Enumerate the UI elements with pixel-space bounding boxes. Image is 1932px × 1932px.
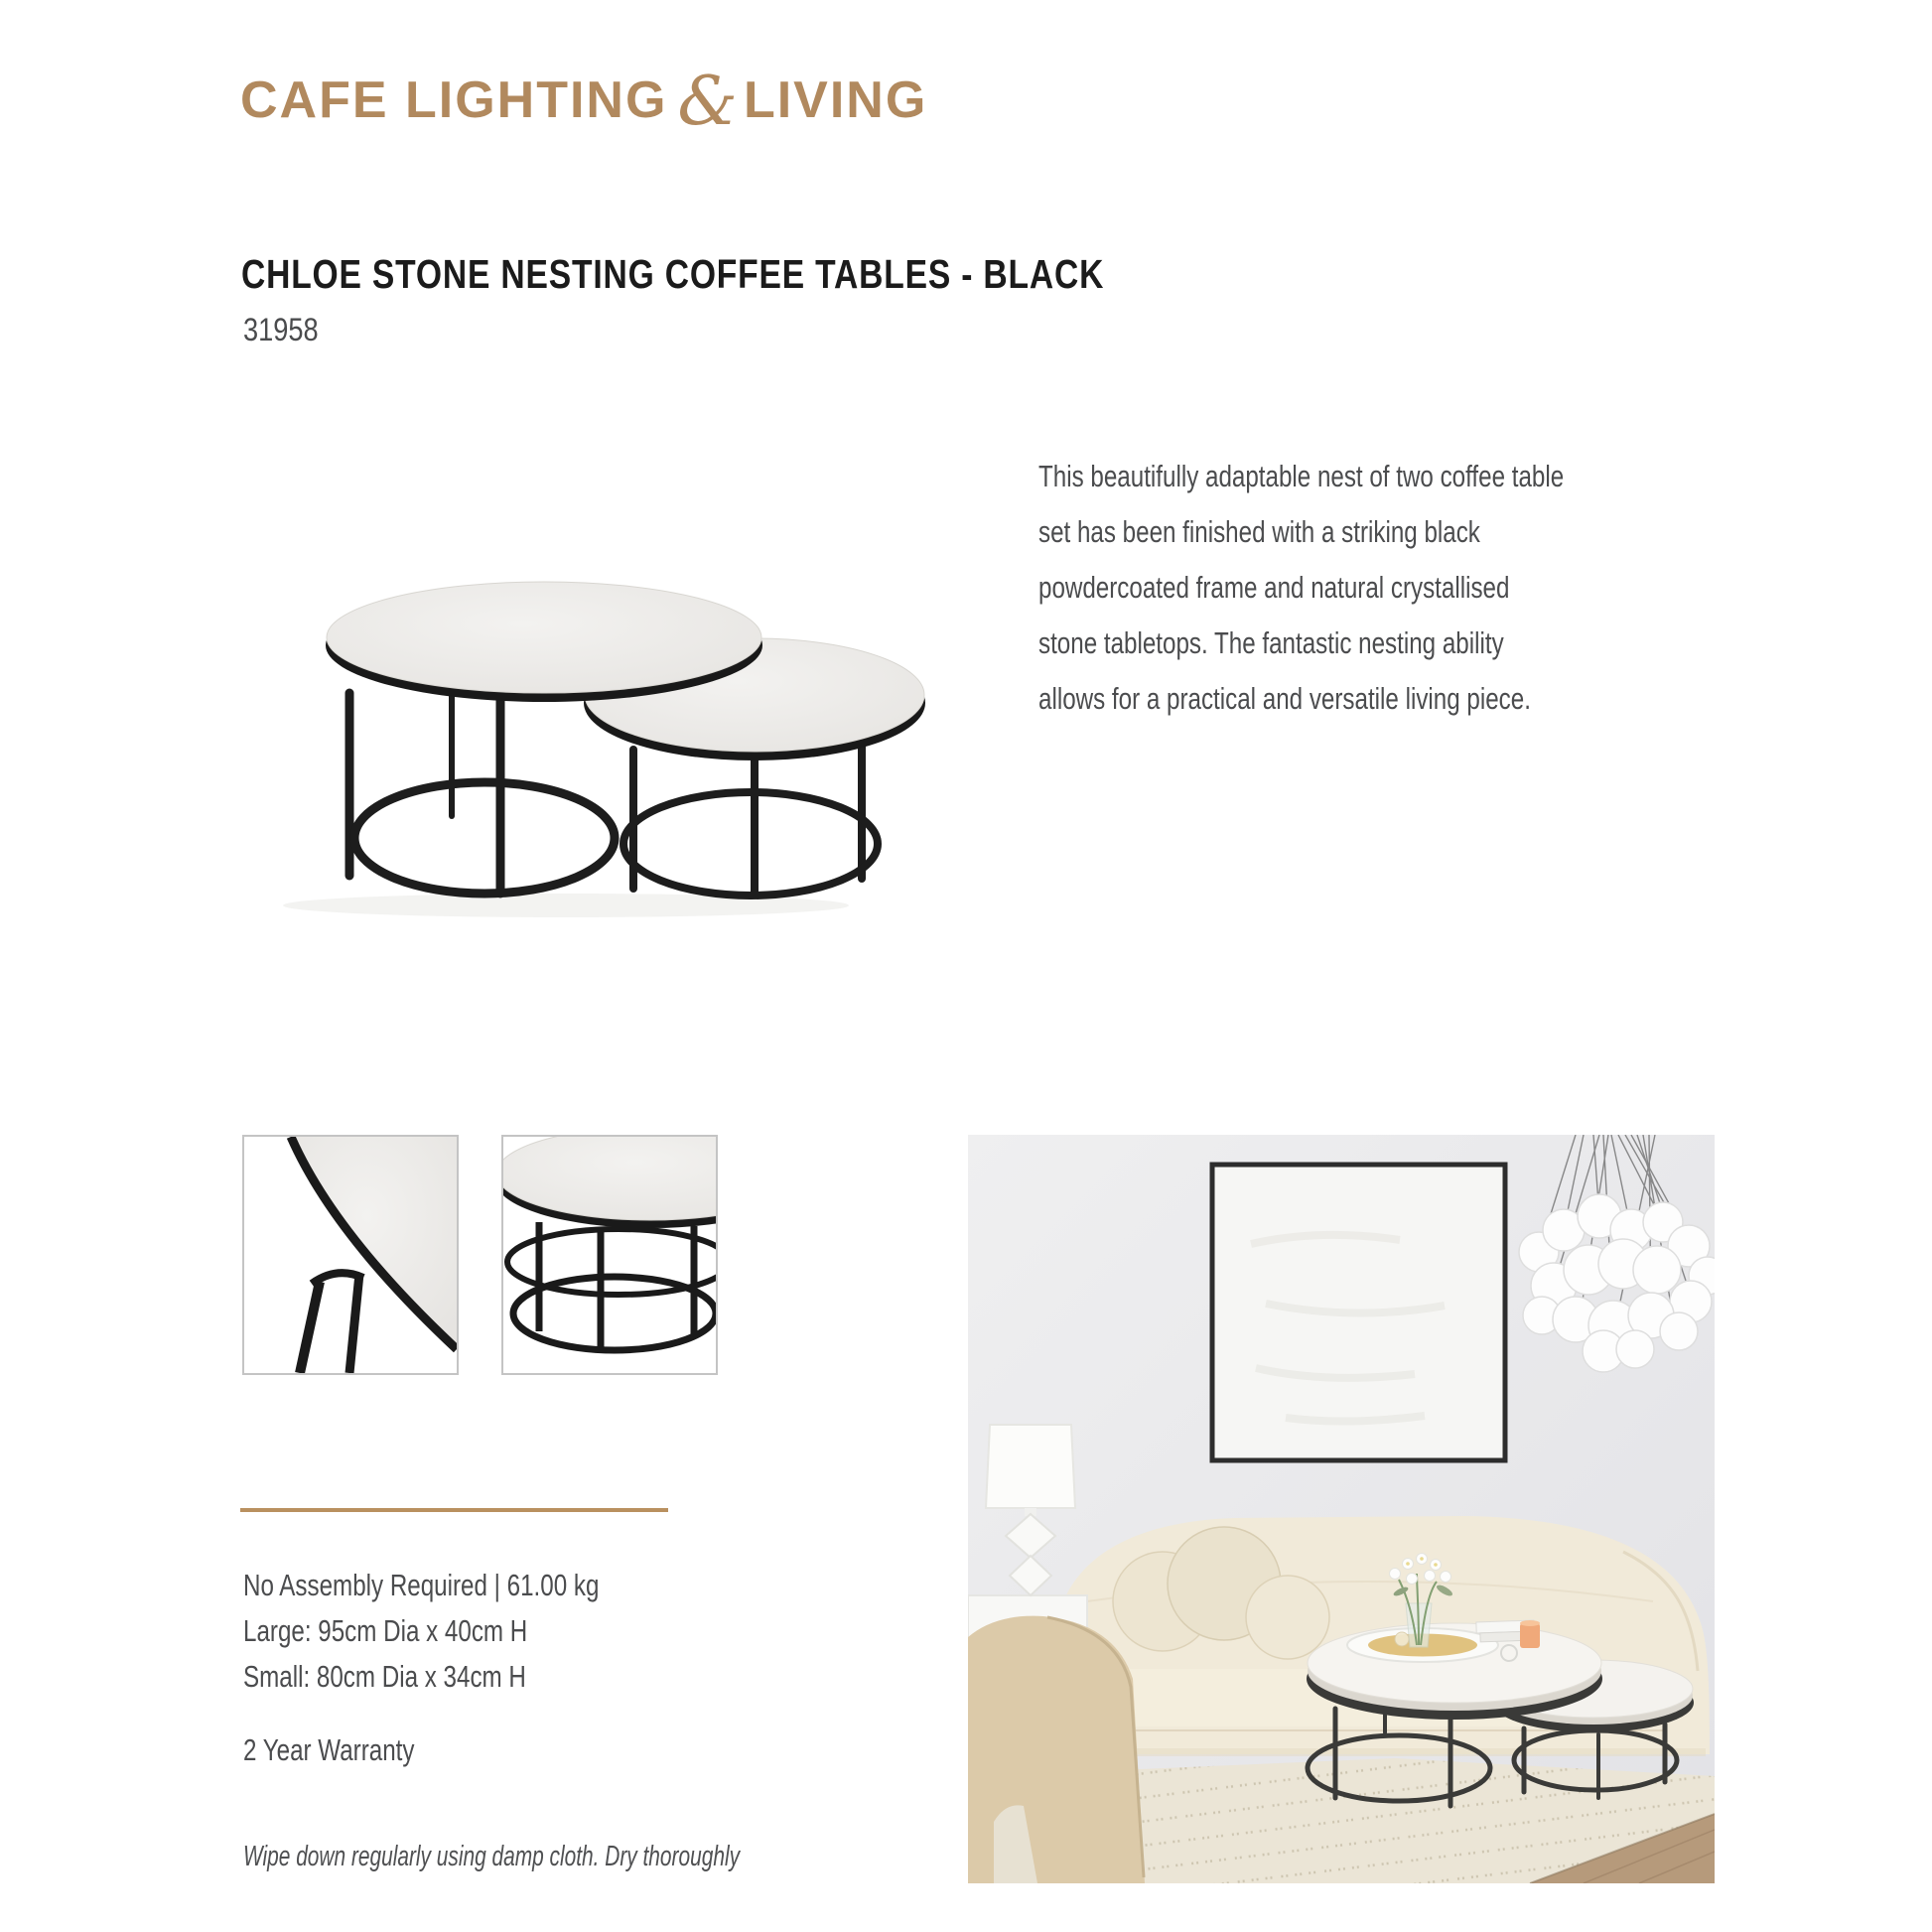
tabletop-edge-illustration [244, 1137, 457, 1373]
candle [1520, 1620, 1540, 1648]
warranty-note: 2 Year Warranty [243, 1732, 415, 1767]
brand-logo [240, 56, 928, 141]
description-line: allows for a practical and versatile living piece. [1038, 681, 1531, 716]
description-line: This beautifully adaptable nest of two coffee table [1038, 459, 1565, 493]
brand-logo-text-left: CAFE LIGHTING [240, 71, 668, 129]
lifestyle-image [968, 1135, 1715, 1883]
description-line: powdercoated frame and natural crystallised [1038, 570, 1510, 605]
nesting-tables-illustration [238, 427, 993, 943]
small-table-illustration [503, 1137, 716, 1373]
living-room-illustration [968, 1135, 1715, 1883]
description-line: stone tabletops. The fantastic nesting ability [1038, 625, 1504, 660]
product-specs [243, 1563, 599, 1700]
product-title: CHLOE STONE NESTING COFFEE TABLES - BLACK [241, 251, 1105, 297]
brand-logo-ampersand-icon: & [677, 63, 738, 141]
description-line: set has been finished with a striking black [1038, 514, 1480, 549]
product-description [1038, 449, 1564, 727]
brand-logo-text-right: LIVING [743, 71, 928, 129]
product-sku: 31958 [243, 312, 319, 347]
thumbnail-frame-detail [501, 1135, 718, 1375]
main-product-image [238, 427, 993, 943]
spec-small-dimensions: Small: 80cm Dia x 34cm H [243, 1659, 526, 1694]
thumbnail-edge-detail [242, 1135, 459, 1375]
care-instructions: Wipe down regularly using damp cloth. Dry thoroughly [243, 1841, 741, 1872]
gold-divider [240, 1508, 668, 1512]
spec-large-dimensions: Large: 95cm Dia x 40cm H [243, 1613, 528, 1648]
spec-assembly-weight: No Assembly Required | 61.00 kg [243, 1568, 600, 1602]
armchair [968, 1616, 1145, 1883]
wall-artwork [1212, 1165, 1505, 1460]
